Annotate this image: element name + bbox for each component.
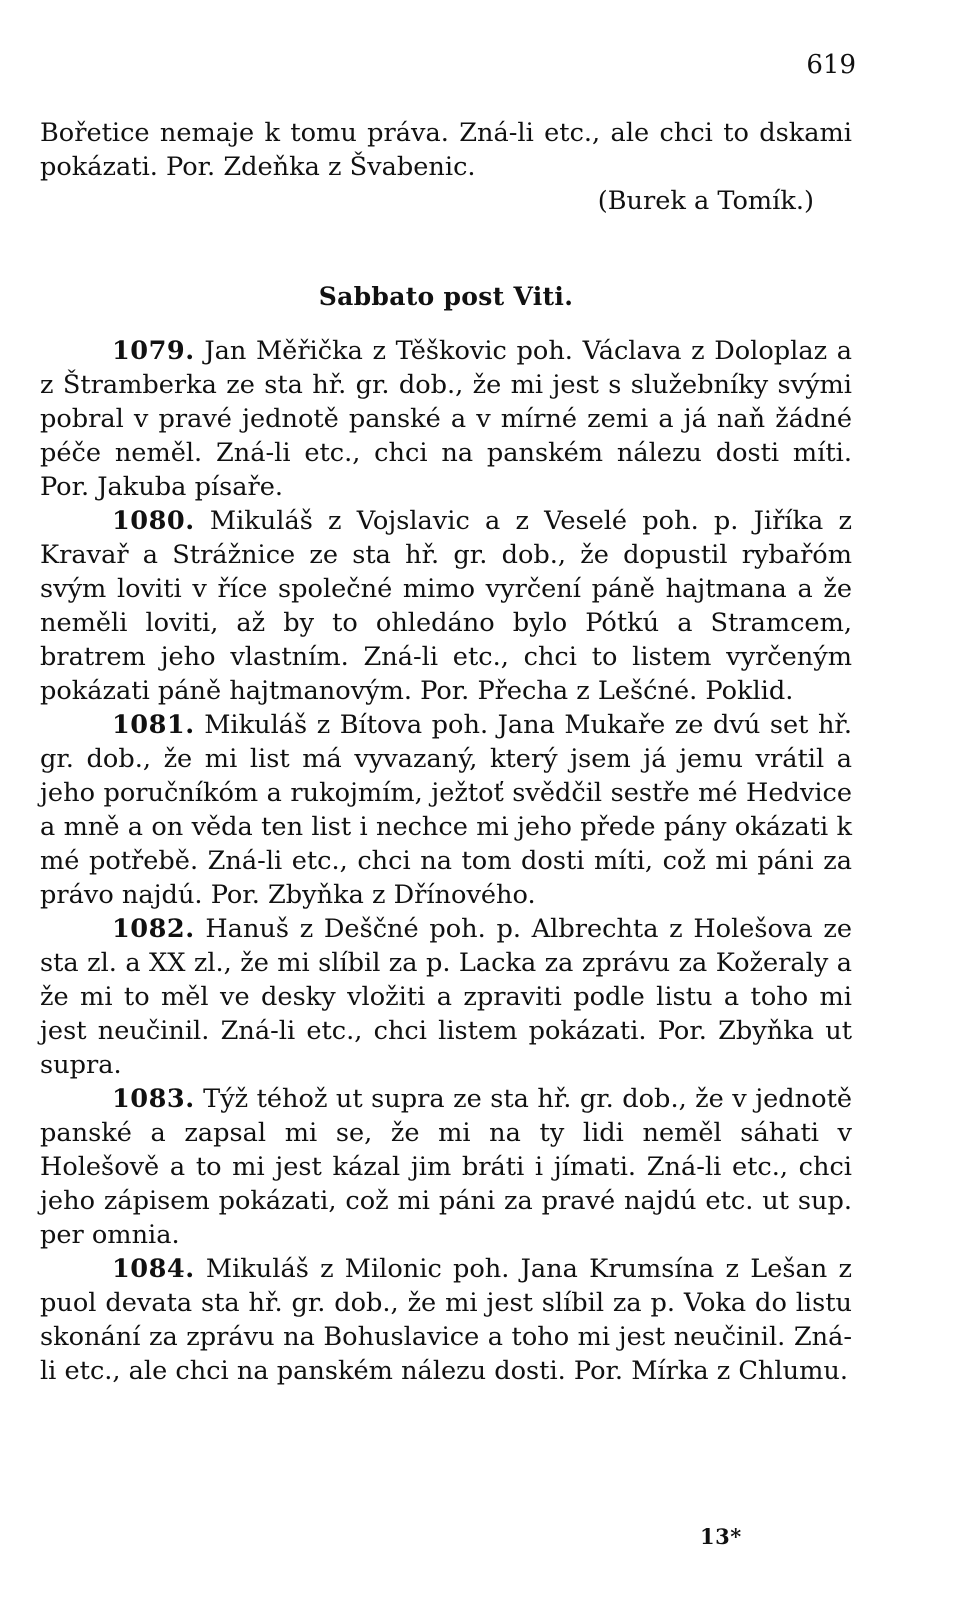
entry-1081 [40,708,852,912]
entry-1082 [40,912,852,1082]
signature-mark: 13* [700,1524,742,1549]
witness-names: (Burek a Tomík.) [597,186,814,216]
entry-1080 [40,504,852,708]
entry-number: 1083. [112,1084,195,1114]
entry-text: Mikuláš z Milonic poh. Jana Krumsína z Lešan z puol devata sta hř. gr. dob., že mi jest slíbil za p. Voka do listu skonání za zprávu na Bohuslavice a toho mi jest neučinil. Zná-li etc., ale chci na panském nálezu dosti. Por. Mírka z Chlumu. [40,1254,852,1386]
entry-1079 [40,334,852,504]
entry-number: 1082. [112,914,195,944]
entry-1084 [40,1252,852,1388]
entry-1083 [40,1082,852,1252]
intro-paragraph: Bořetice nemaje k tomu práva. Zná-li etc., ale chci to dskami pokázati. Por. Zdeňka z Švabenic. [40,118,852,182]
entry-number: 1080. [112,506,195,536]
text-body [40,116,852,1388]
section-heading: Sabbato post Viti. [318,282,574,311]
witness-line [40,184,852,218]
entry-text: Mikuláš z Vojslavic a z Veselé poh. p. Jiříka z Kravař a Strážnice ze sta hř. gr. dob., že dopustil rybařóm svým loviti v říce společné mimo vyrčení páně hajtmana a že neměli loviti, až by to ohledáno bylo Pótkú a Stramcem, bratrem jeho vlastním. Zná-li etc., chci to listem vyrčeným pokázati páně hajtmanovým. Por. Přecha z Lešćné. Poklid. [40,506,852,706]
entry-number: 1081. [112,710,195,740]
entry-text: Týž téhož ut supra ze sta hř. gr. dob., že v jednotě panské a zapsal mi se, že mi na ty lidi neměl sáhati v Holešově a to mi jest kázal jim bráti i jímati. Zná-li etc., chci jeho zápisem pokázati, což mi páni za pravé najdú etc. ut sup. per omnia. [40,1084,852,1250]
entry-number: 1084. [112,1254,195,1284]
page-number: 619 [806,50,856,80]
entry-text: Hanuš z Deščné poh. p. Albrechta z Holešova ze sta zl. a XX zl., že mi slíbil za p. Lacka za zprávu za Kožeraly a že mi to měl ve desky vložiti a zpraviti podle listu a toho mi jest neučinil. Zná-li etc., chci listem pokázati. Por. Zbyňka ut supra. [40,914,852,1080]
entry-text: Jan Měřička z Těškovic poh. Václava z Doloplaz a z Štramberka ze sta hř. gr. dob., že mi jest s služebníky svými pobral v pravé jednotě panské a v mírné zemi a já naň žádné péče neměl. Zná-li etc., chci na panském nálezu dosti míti. Por. Jakuba písaře. [40,336,852,502]
entry-number: 1079. [112,336,195,366]
entry-text: Mikuláš z Bítova poh. Jana Mukaře ze dvú set hř. gr. dob., že mi list má vyvazaný, který jsem já jemu vrátil a jeho poručníkóm a rukojmím, ježtoť svědčil sestře mé Hedvice a mně a on věda ten list i nechce mi jeho přede pány okázati k mé potřebě. Zná-li etc., chci na tom dosti míti, což mi páni za právo najdú. Por. Zbyňka z Dřínového. [40,710,852,910]
